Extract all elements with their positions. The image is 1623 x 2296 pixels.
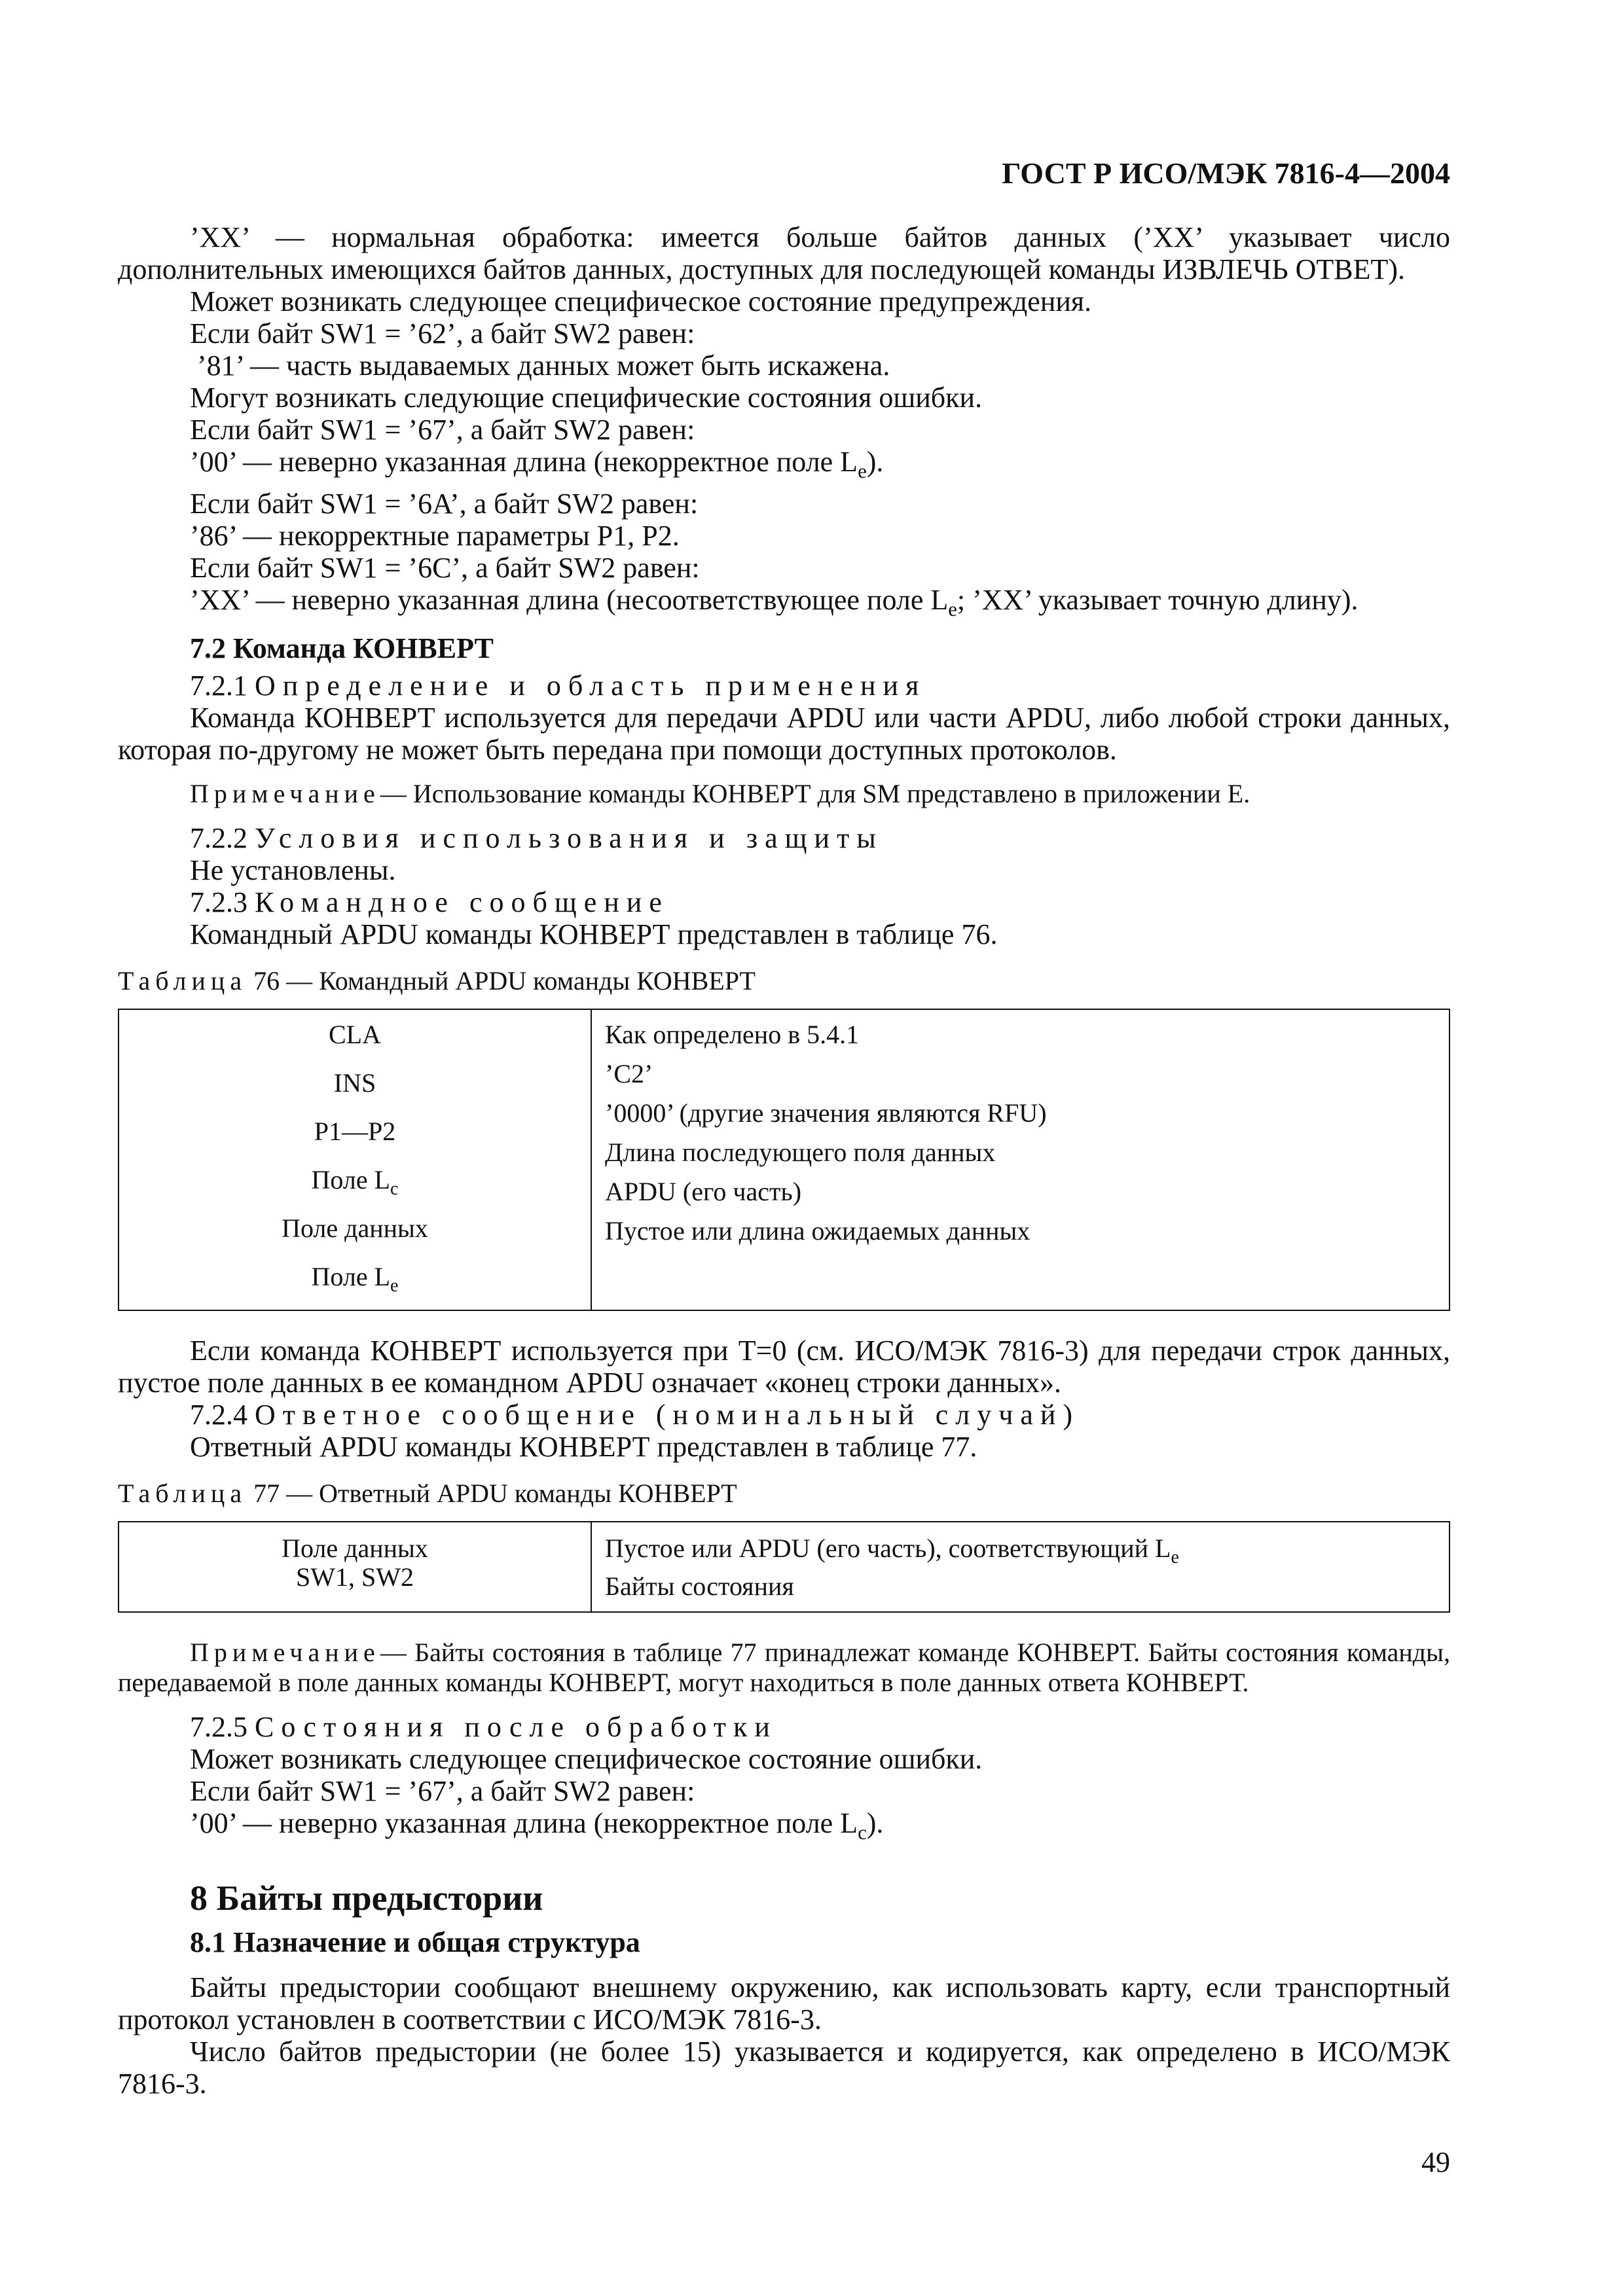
table-76-caption: Таблица 76 — Командный APDU команды КОНВЕРТ — [118, 965, 756, 996]
table-key-cell — [119, 1009, 591, 1310]
table-value: ’0000’ (другие значения являются RFU) — [605, 1098, 1047, 1128]
section-7-2-3-text: Командный APDU команды КОНВЕРТ представлен в таблице 76. — [190, 918, 998, 950]
section-7-2-4-text: Ответный APDU команды КОНВЕРТ представлен в таблице 77. — [190, 1430, 977, 1463]
error-line-xx: ’XX’ — неверно указанная длина (несоответствующее поле $L_e$; ’XX’ указывает точную длину). — [190, 583, 1359, 620]
table-row — [119, 1522, 1450, 1612]
section-8-1-para-1: Байты предыстории сообщают внешнему окружению, как использовать карту, если транспортный протокол установлен в соответствии с ИСО/МЭК 7816-3. — [118, 1971, 1450, 2036]
table-value: Байты состояния — [605, 1571, 794, 1601]
section-7-2-1-text: Команда КОНВЕРТ используется для передачи APDU или части APDU, либо любой строки данных, которая по-другому не может быть передана при помощи доступных протоколов. — [118, 701, 1450, 766]
intro-line: Могут возникать следующие специфические состояния ошибки. — [190, 382, 983, 414]
page-content — [118, 221, 1450, 2100]
section-7-2-2-heading: 7.2.2 Условия использования и защиты — [190, 821, 883, 854]
section-7-2-5-heading: 7.2.5 Состояния после обработки — [190, 1710, 777, 1743]
table-76 — [118, 1009, 1450, 1311]
page-header: ГОСТ Р ИСО/МЭК 7816-4—2004 — [1002, 156, 1450, 190]
after-table-76-text: Если команда КОНВЕРТ используется при T=0 (см. ИСО/МЭК 7816-3) для передачи строк данных, пустое поле данных в ее командном APDU означает «конец строки данных». — [118, 1334, 1450, 1399]
table-value: Пустое или APDU (его часть), соответствующий $L_e$ — [605, 1533, 1179, 1568]
note-2: Примечание— Байты состояния в таблице 77 принадлежат команде КОНВЕРТ. Байты состояния команды, передаваемой в поле данных команды КОНВЕРТ, могут находиться в поле данных ответа КОНВЕРТ. — [118, 1637, 1450, 1697]
section-8-title: 8 Байты предыстории — [190, 1878, 543, 1918]
section-8-1-para-2: Число байтов предыстории (не более 15) указывается и кодируется, как определено в ИСО/МЭК 7816-3. — [118, 2036, 1450, 2100]
section-7-2-3-heading: 7.2.3 Командное сообщение — [190, 886, 669, 918]
intro-line: Если байт SW1 = ’62’, а байт SW2 равен: — [190, 317, 695, 350]
table-value: Пустое или длина ожидаемых данных — [605, 1215, 1030, 1246]
table-key: Поле данных — [282, 1213, 428, 1243]
section-7-2-5-line: Может возникать следующее специфическое состояние ошибки. — [190, 1742, 983, 1775]
table-key: Поле данных — [282, 1533, 428, 1563]
table-key: SW1, SW2 — [296, 1562, 414, 1592]
intro-paragraph: ’XX’ — нормальная обработка: имеется больше байтов данных (’XX’ указывает число дополнительных имеющихся байтов данных, доступных для последующей команды ИЗВЛЕЧЬ ОТВЕТ). — [118, 221, 1450, 285]
table-key-cell — [119, 1522, 591, 1612]
page-number: 49 — [1421, 2146, 1450, 2178]
intro-line: ’81’ — часть выдаваемых данных может быть искажена. — [190, 350, 890, 382]
section-7-2-5-error: ’00’ — неверно указанная длина (некорректное поле $L_c$). — [190, 1806, 884, 1844]
section-7-2-5-line: Если байт SW1 = ’67’, а байт SW2 равен: — [190, 1774, 695, 1807]
table-value-cell — [591, 1009, 1450, 1310]
error-line-00: ’00’ — неверно указанная длина (некорректное поле $L_e$). — [190, 446, 884, 482]
intro-line: ’86’ — некорректные параметры P1, P2. — [190, 519, 680, 552]
table-value-cell — [591, 1522, 1450, 1612]
table-key: P1—P2 — [314, 1116, 396, 1146]
table-value: APDU (его часть) — [605, 1176, 802, 1206]
section-8-1-title: 8.1 Назначение и общая структура — [190, 1926, 640, 1959]
intro-line: Может возникать следующее специфическое состояние предупреждения. — [190, 285, 1092, 317]
note-1: Примечание— Использование команды КОНВЕРТ для SM представлено в приложении E. — [190, 778, 1250, 808]
section-7-2-4-heading: 7.2.4 Ответное сообщение (номинальный случай) — [190, 1398, 1080, 1431]
section-7-2-title: 7.2 Команда КОНВЕРТ — [190, 632, 494, 664]
table-key: INS — [333, 1067, 376, 1098]
table-77-caption: Таблица 77 — Ответный APDU команды КОНВЕРТ — [118, 1478, 737, 1508]
intro-line: Если байт SW1 = ’6A’, а байт SW2 равен: — [190, 487, 699, 520]
spacer — [118, 1311, 1450, 1335]
section-7-2-1-heading: 7.2.1 Определение и область применения — [190, 669, 926, 702]
table-key: Поле $L_e$ — [311, 1261, 399, 1296]
table-key: Поле $L_c$ — [311, 1164, 399, 1199]
intro-line: Если байт SW1 = ’6C’, а байт SW2 равен: — [190, 551, 700, 584]
table-value: Как определено в 5.4.1 — [605, 1019, 860, 1049]
table-row — [119, 1009, 1450, 1310]
section-7-2-2-text: Не установлены. — [190, 853, 396, 886]
table-value: ’C2’ — [605, 1058, 653, 1088]
table-key: CLA — [329, 1019, 381, 1049]
table-77 — [118, 1521, 1450, 1613]
table-value: Длина последующего поля данных — [605, 1137, 996, 1167]
intro-line: Если байт SW1 = ’67’, а байт SW2 равен: — [190, 414, 695, 446]
